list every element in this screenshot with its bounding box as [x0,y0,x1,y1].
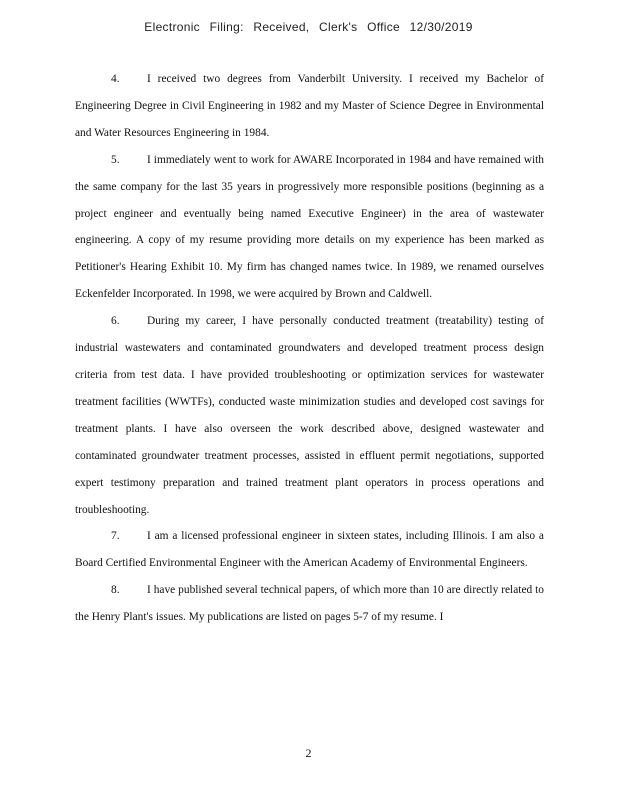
paragraph-5 [75,147,544,308]
paragraph-text: I have published several technical papers, of which more than 10 are directly related to the Henry Plant's issues. My publications are listed on pages 5-7 of my resume. I [75,584,544,624]
paragraph-4 [75,66,544,147]
filing-stamp-header: Electronic Filing: Received, Clerk's Office 12/30/2019 [144,20,473,34]
paragraph-number: 7. [111,530,120,543]
paragraph-6 [75,308,544,523]
paragraph-8 [75,577,544,631]
document-body [75,66,544,631]
paragraph-number: 6. [111,315,120,328]
paragraph-7 [75,523,544,577]
page-number: 2 [305,746,312,760]
paragraph-text: During my career, I have personally conducted treatment (treatability) testing of industrial wastewaters and contaminated groundwaters and developed treatment process design criteria from test data. I have provided troubleshooting or optimization services for wastewater treatment facilities (WWTFs), conducted waste minimization studies and developed cost savings for treatment plants. I have also overseen the work described above, designed wastewater and contaminated groundwater treatment processes, assisted in effluent permit negotiations, supported expert testimony preparation and trained treatment plant operators in process operations and troubleshooting. [75,315,544,516]
paragraph-text: I received two degrees from Vanderbilt University. I received my Bachelor of Engineering Degree in Civil Engineering in 1982 and my Master of Science Degree in Environmental and Water Resources Engineering in 1984. [75,73,544,139]
paragraph-text: I am a licensed professional engineer in sixteen states, including Illinois. I am also a Board Certified Environmental Engineer with the American Academy of Environmental Engineers. [75,530,544,570]
paragraph-number: 5. [111,153,120,166]
paragraph-number: 8. [111,584,120,597]
paragraph-number: 4. [111,73,120,85]
paragraph-text: I immediately went to work for AWARE Incorporated in 1984 and have remained with the same company for the last 35 years in progressively more responsible positions (beginning as a project engineer and eventually being named Executive Engineer) in the area of wastewater engineering. A copy of my resume providing more details on my experience has been marked as Petitioner's Hearing Exhibit 10. My firm has changed names twice. In 1989, we renamed ourselves Eckenfelder Incorporated. In 1998, we were acquired by Brown and Caldwell. [75,153,544,301]
